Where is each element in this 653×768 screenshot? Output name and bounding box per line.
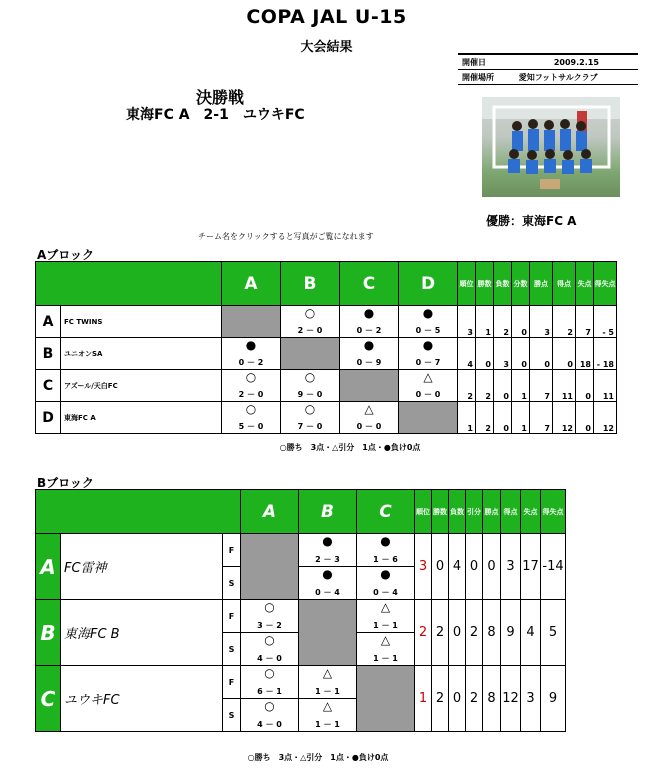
stat-goal-diff: 5 (541, 600, 566, 666)
stat-losses: 3 (494, 338, 512, 370)
result-score: 1 － 1 (315, 720, 340, 729)
result-score: 1 － 1 (373, 621, 398, 630)
result-cell (357, 567, 415, 600)
result-mark: ○ (304, 370, 316, 384)
empty-cell (222, 306, 281, 338)
result-mark: ○ (264, 633, 275, 647)
block-b-head-points: 勝点 (483, 490, 501, 534)
event-info (458, 53, 638, 85)
result-mark: ○ (304, 306, 316, 320)
result-cell (340, 306, 399, 338)
result-cell (281, 402, 340, 434)
stat-losses: 0 (494, 402, 512, 434)
block-b-corner (36, 490, 241, 534)
block-a-corner (36, 262, 222, 306)
half-label: S (223, 699, 241, 732)
result-cell (299, 567, 357, 600)
result-mark: ● (322, 567, 333, 581)
stat-wins: 0 (432, 534, 449, 600)
date-value: 2009.2.15 (515, 54, 638, 70)
stat-goals-for: 12 (501, 666, 521, 732)
stat-points: 3 (530, 306, 553, 338)
result-score: 0 － 2 (238, 358, 264, 367)
result-mark: ● (245, 338, 257, 352)
stat-goals-for: 0 (553, 338, 576, 370)
stat-draws: 1 (512, 370, 530, 402)
result-cell (399, 306, 458, 338)
final-match-score: 東海FC A 2-1 ユウキFC (126, 107, 305, 123)
table-row (36, 666, 566, 699)
stat-draws: 1 (512, 402, 530, 434)
winner-label: 優勝：東海FC A (486, 214, 577, 228)
stat-losses: 2 (494, 306, 512, 338)
stat-goals-for: 12 (553, 402, 576, 434)
stat-wins: 2 (432, 600, 449, 666)
block-b-head-goal-diff: 得失点 (541, 490, 566, 534)
stat-goals-against: 17 (521, 534, 541, 600)
block-a-col-d: D (399, 262, 458, 306)
block-a-head-points: 勝点 (530, 262, 553, 306)
block-a-label: Aブロック (37, 248, 95, 262)
stat-rank: 1 (458, 402, 476, 434)
table-row (36, 534, 566, 567)
result-cell (357, 534, 415, 567)
result-score: 5 － 0 (238, 422, 264, 431)
result-mark: ○ (264, 699, 275, 713)
result-mark: ○ (264, 666, 275, 680)
click-note: チーム名をクリックすると写真がご覧になれます (198, 232, 374, 241)
team-name-link[interactable]: アズール/天白FC (61, 370, 222, 402)
block-a-head-goal-diff: 得失点 (594, 262, 617, 306)
block-a-head-losses: 負数 (494, 262, 512, 306)
team-photo (482, 97, 620, 197)
stat-wins: 2 (432, 666, 449, 732)
result-mark: ○ (245, 402, 257, 416)
result-cell (241, 666, 299, 699)
stat-goal-diff: - 18 (594, 338, 617, 370)
stat-draws: 0 (512, 338, 530, 370)
page-subtitle: 大会結果 (300, 40, 353, 55)
stat-rank: 4 (458, 338, 476, 370)
result-cell (241, 633, 299, 666)
result-mark: ● (422, 338, 434, 352)
stat-points: 0 (530, 338, 553, 370)
result-mark: △ (423, 370, 433, 384)
result-cell (299, 666, 357, 699)
stat-goal-diff: -14 (541, 534, 566, 600)
table-row (36, 402, 617, 434)
result-cell (340, 402, 399, 434)
venue-label: 開催場所 (458, 70, 515, 85)
result-mark: ○ (245, 370, 257, 384)
result-mark: △ (322, 699, 333, 713)
result-cell (281, 306, 340, 338)
stat-goal-diff: - 5 (594, 306, 617, 338)
row-letter: B (36, 338, 61, 370)
row-letter: B (36, 600, 61, 666)
result-mark: ● (363, 338, 375, 352)
block-a-head-goals-for: 得点 (553, 262, 576, 306)
half-label: S (223, 567, 241, 600)
result-score: 0 － 5 (415, 326, 441, 335)
table-row (36, 370, 617, 402)
stat-goals-against: 0 (576, 402, 594, 434)
block-b-label: Bブロック (37, 476, 94, 490)
stat-goals-against: 4 (521, 600, 541, 666)
stat-goals-against: 7 (576, 306, 594, 338)
stat-draws: 0 (512, 306, 530, 338)
half-label: S (223, 633, 241, 666)
stat-rank: 3 (415, 534, 432, 600)
result-score: 4 － 0 (257, 720, 282, 729)
stat-goals-for: 11 (553, 370, 576, 402)
result-score: 7 － 0 (297, 422, 323, 431)
stat-goal-diff: 9 (541, 666, 566, 732)
result-score: 6 － 1 (257, 687, 282, 696)
half-label: F (223, 600, 241, 633)
block-b-col-a: A (241, 490, 299, 534)
block-a-head-wins: 勝数 (476, 262, 494, 306)
block-b-legend: ○勝ち 3点・△引分 1点・●負け0点 (247, 753, 389, 762)
stat-draws: 2 (466, 666, 483, 732)
block-b-head-wins: 勝数 (432, 490, 449, 534)
stat-wins: 1 (476, 306, 494, 338)
team-photo-image (482, 97, 620, 197)
stat-points: 7 (530, 370, 553, 402)
team-name-link[interactable]: FC雷神 (61, 534, 223, 600)
stat-goals-for: 2 (553, 306, 576, 338)
block-a-table (35, 261, 617, 434)
row-letter: D (36, 402, 61, 434)
result-mark: ● (380, 567, 391, 581)
stat-points: 0 (483, 534, 501, 600)
venue-value: 愛知フットサルクラブ (515, 70, 638, 85)
stat-draws: 0 (466, 534, 483, 600)
block-b-head-goals-against: 失点 (521, 490, 541, 534)
result-mark: ● (322, 534, 333, 548)
empty-cell (357, 666, 415, 732)
team-name-link[interactable]: ユウキFC (61, 666, 223, 732)
stat-goals-for: 9 (501, 600, 521, 666)
result-score: 4 － 0 (257, 654, 282, 663)
stat-wins: 2 (476, 402, 494, 434)
team-name-link[interactable]: 東海FC B (61, 600, 223, 666)
result-cell (222, 402, 281, 434)
empty-cell (340, 370, 399, 402)
result-cell (299, 699, 357, 732)
result-cell (399, 370, 458, 402)
result-score: 2 － 0 (238, 390, 264, 399)
row-letter: A (36, 306, 61, 338)
result-score: 1 － 1 (373, 654, 398, 663)
team-name-link[interactable]: FC TWINS (61, 306, 222, 338)
table-row (36, 600, 566, 633)
block-a-col-a: A (222, 262, 281, 306)
block-a-col-b: B (281, 262, 340, 306)
result-score: 2 － 0 (297, 326, 323, 335)
result-cell (222, 338, 281, 370)
result-mark: ○ (304, 402, 316, 416)
stat-goals-for: 3 (501, 534, 521, 600)
result-cell (299, 534, 357, 567)
half-label: F (223, 534, 241, 567)
result-mark: △ (380, 600, 391, 614)
half-label: F (223, 666, 241, 699)
result-cell (281, 370, 340, 402)
block-a-head-draws: 分数 (512, 262, 530, 306)
page-title: COPA JAL U-15 (246, 6, 407, 28)
stat-losses: 4 (449, 534, 466, 600)
stat-goals-against: 3 (521, 666, 541, 732)
result-mark: △ (380, 633, 391, 647)
result-score: 0 － 0 (356, 422, 382, 431)
final-match-label: 決勝戦 (196, 88, 245, 107)
empty-cell (281, 338, 340, 370)
result-mark: ● (380, 534, 391, 548)
result-score: 3 － 2 (257, 621, 282, 630)
row-letter: C (36, 666, 61, 732)
result-cell (340, 338, 399, 370)
result-cell (357, 600, 415, 633)
stat-losses: 0 (449, 666, 466, 732)
result-cell (399, 338, 458, 370)
result-score: 1 － 6 (373, 555, 398, 564)
result-score: 0 － 9 (356, 358, 382, 367)
block-b-head-draws: 引分 (466, 490, 483, 534)
stat-goal-diff: 12 (594, 402, 617, 434)
stat-losses: 0 (449, 600, 466, 666)
block-b-head-rank: 順位 (415, 490, 432, 534)
block-b-head-goals-for: 得点 (501, 490, 521, 534)
result-cell (241, 699, 299, 732)
result-cell (241, 600, 299, 633)
result-cell (357, 633, 415, 666)
result-score: 0 － 4 (315, 588, 340, 597)
stat-points: 7 (530, 402, 553, 434)
result-mark: △ (364, 402, 374, 416)
block-b-col-b: B (299, 490, 357, 534)
stat-rank: 2 (458, 370, 476, 402)
team-name-link[interactable]: ユニオンSA (61, 338, 222, 370)
stat-rank: 3 (458, 306, 476, 338)
block-b-col-c: C (357, 490, 415, 534)
result-score: 1 － 1 (315, 687, 340, 696)
block-a-legend: ○勝ち 3点・△引分 1点・●負け0点 (279, 443, 421, 452)
result-cell (222, 370, 281, 402)
result-score: 0 － 2 (356, 326, 382, 335)
date-label: 開催日 (458, 54, 515, 70)
result-mark: ○ (264, 600, 275, 614)
stat-points: 8 (483, 600, 501, 666)
block-a-head-rank: 順位 (458, 262, 476, 306)
block-a-head-goals-against: 失点 (576, 262, 594, 306)
result-score: 9 － 0 (297, 390, 323, 399)
team-name-link[interactable]: 東海FC A (61, 402, 222, 434)
empty-cell (299, 600, 357, 666)
stat-draws: 2 (466, 600, 483, 666)
result-score: 0 － 4 (373, 588, 398, 597)
stat-losses: 0 (494, 370, 512, 402)
block-b-head-losses: 負数 (449, 490, 466, 534)
stat-wins: 2 (476, 370, 494, 402)
row-letter: C (36, 370, 61, 402)
result-score: 0 － 7 (415, 358, 441, 367)
table-row (36, 338, 617, 370)
stat-wins: 0 (476, 338, 494, 370)
stat-goal-diff: 11 (594, 370, 617, 402)
empty-cell (399, 402, 458, 434)
stat-rank: 1 (415, 666, 432, 732)
stat-points: 8 (483, 666, 501, 732)
block-b-table (35, 489, 566, 732)
stat-goals-against: 18 (576, 338, 594, 370)
empty-cell (241, 534, 299, 600)
result-score: 0 － 0 (415, 390, 441, 399)
result-mark: ● (363, 306, 375, 320)
result-score: 2 － 3 (315, 555, 340, 564)
row-letter: A (36, 534, 61, 600)
stat-goals-against: 0 (576, 370, 594, 402)
result-mark: △ (322, 666, 333, 680)
block-a-col-c: C (340, 262, 399, 306)
stat-rank: 2 (415, 600, 432, 666)
result-mark: ● (422, 306, 434, 320)
table-row (36, 306, 617, 338)
